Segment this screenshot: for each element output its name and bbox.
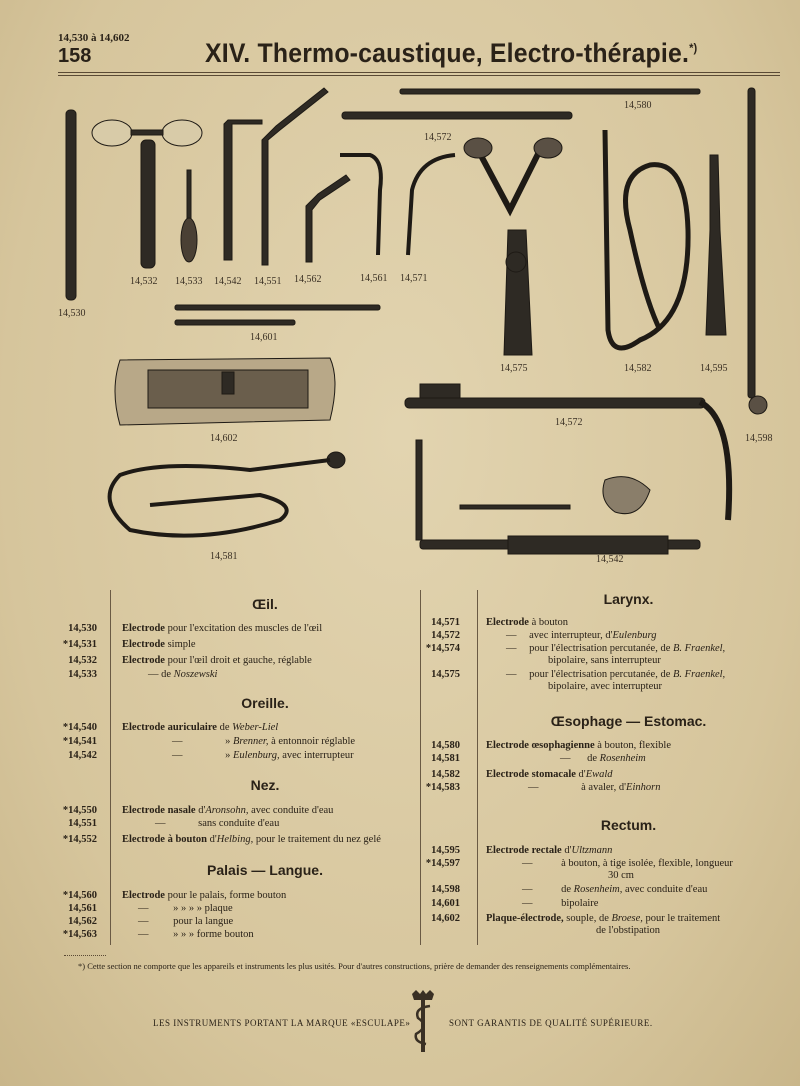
item-description: — » Brenner, à entonnoir réglable: [172, 736, 356, 747]
item-number: 14,562: [68, 916, 97, 927]
item-range: 14,530 à 14,602: [58, 32, 130, 44]
figure-label: 14,595: [700, 363, 728, 374]
item-number: 14,532: [68, 655, 97, 666]
item-description: Electrode rectale d'Ultzmann: [486, 845, 613, 856]
figure-label: 14,562: [294, 274, 322, 285]
figure-label: 14,571: [400, 273, 428, 284]
item-description: — pour l'électrisation percutanée, de B. Fraenkel,: [506, 669, 726, 680]
footnote-rule: [64, 955, 106, 956]
item-description: — à bouton, à tige isolée, flexible, longueur: [522, 858, 733, 869]
electrode-14595-image: [706, 155, 726, 335]
page-number: 158: [58, 45, 92, 67]
item-description: Electrode auriculaire de Weber-Liel: [122, 722, 279, 733]
plate-electrode-14602-image: [115, 358, 335, 425]
item-description: Electrode stomacale d'Ewald: [486, 769, 613, 780]
item-description: — » Eulenburg, avec interrupteur: [172, 750, 354, 761]
figure-label: 14,602: [210, 433, 238, 444]
figure-label: 14,598: [745, 433, 773, 444]
section-title-oesophage: Œsophage — Estomac.: [550, 713, 707, 729]
trademark-left: LES INSTRUMENTS PORTANT LA MARQUE «ESCULAPE»: [153, 1018, 411, 1028]
item-description: Electrode simple: [122, 639, 196, 650]
item-description-continued: bipolaire, sans interrupteur: [548, 655, 661, 666]
item-description: Electrode nasale d'Aronsohn, avec conduite d'eau: [122, 805, 334, 816]
item-description: Electrode œsophagienne à bouton, flexible: [486, 740, 672, 751]
section-title-oreille: Oreille.: [241, 695, 289, 711]
figure-label: 14,582: [624, 363, 652, 374]
electrode-14561-image: [340, 155, 381, 255]
figure-label: 14,542: [214, 276, 242, 287]
electrode-14562-image: [306, 175, 350, 262]
item-description: Electrode pour l'excitation des muscles de l'œil: [122, 623, 323, 634]
figure-label: 14,561: [360, 273, 388, 284]
item-number: 14,571: [431, 617, 460, 628]
item-description: Electrode à bouton d'Helbing, pour le traitement du nez gelé: [122, 834, 381, 845]
figure-label: 14,533: [175, 276, 203, 287]
section-title-palais: Palais — Langue.: [207, 862, 323, 878]
page-title: XIV. Thermo-caustique, Electro-thérapie.*): [205, 38, 698, 68]
column-divider: [110, 590, 111, 945]
trademark-right: SONT GARANTIS DE QUALITÉ SUPÉRIEURE.: [449, 1018, 653, 1028]
item-description: Electrode à bouton: [486, 617, 569, 628]
item-description: Electrode pour le palais, forme bouton: [122, 890, 287, 901]
electrode-14572-image: [342, 112, 572, 119]
item-description-continued: bipolaire, avec interrupteur: [548, 681, 662, 692]
item-description: — pour la langue: [138, 916, 234, 927]
item-description: — avec interrupteur, d'Eulenburg: [506, 630, 657, 641]
footnote: *) Cette section ne comporte que les appareils et instruments les plus usités. Pour d'autres constructions, prière de demander des renseignements complémentaires.: [78, 961, 631, 971]
figure-label: 14,575: [500, 363, 528, 374]
figure-label: 14,580: [624, 100, 652, 111]
item-number: *14,597: [425, 858, 460, 869]
electrode-14542-image: [224, 120, 262, 260]
item-description: — de Rosenheim: [560, 753, 646, 764]
item-number: 14,595: [431, 845, 460, 856]
column-divider: [477, 590, 478, 945]
item-description: — pour l'électrisation percutanée, de B. Fraenkel,: [506, 643, 726, 654]
item-number: 14,561: [68, 903, 97, 914]
item-description: — à avaler, d'Einhorn: [528, 782, 661, 793]
item-number: *14,583: [425, 782, 460, 793]
figure-label: 14,601: [250, 332, 278, 343]
item-number: 14,582: [431, 769, 460, 780]
item-number: 14,572: [431, 630, 460, 641]
item-number: 14,601: [431, 898, 460, 909]
item-number: *14,540: [62, 722, 97, 733]
item-number: *14,560: [62, 890, 97, 901]
item-description: — de Noszewski: [148, 669, 218, 680]
electrode-14598-image: [748, 88, 755, 398]
item-number: *14,531: [62, 639, 97, 650]
electrode-14580-image: [400, 89, 700, 94]
section-title-nez: Nez.: [250, 777, 280, 793]
item-number: 14,542: [68, 750, 97, 761]
electrode-14575-image: [464, 138, 562, 355]
item-number: 14,530: [68, 623, 97, 634]
section-title-larynx: Larynx.: [603, 591, 654, 607]
electrode-14601-image: [175, 305, 380, 325]
section-title-oeil: Œil.: [252, 596, 278, 612]
electrode-14542-lower-image: [416, 440, 700, 554]
item-description: Plaque-électrode, souple, de Broese, pour le traitement: [486, 913, 721, 924]
item-description-continued: de l'obstipation: [596, 925, 661, 936]
item-number: *14,550: [62, 805, 97, 816]
electrode-14571-image: [408, 155, 455, 255]
electrode-14581-image: [110, 452, 345, 536]
figure-label: 14,572: [555, 417, 583, 428]
electrode-14533-image: [187, 170, 191, 220]
item-number: *14,563: [62, 929, 97, 940]
esculape-trademark-icon: [408, 990, 438, 1054]
item-number: *14,541: [62, 736, 97, 747]
electrode-14582-image: [605, 130, 688, 348]
item-description: — » » » » plaque: [138, 903, 233, 914]
section-title-rectum: Rectum.: [600, 817, 657, 833]
figure-label: 14,572: [424, 132, 452, 143]
figure-label: 14,530: [58, 308, 86, 319]
item-description: — bipolaire: [522, 898, 599, 909]
item-description: — sans conduite d'eau: [155, 818, 280, 829]
electrode-14530-image: [66, 110, 76, 300]
figure-label: 14,542: [596, 554, 624, 565]
item-number: 14,551: [68, 818, 97, 829]
item-number: 14,598: [431, 884, 460, 895]
item-description: Electrode pour l'œil droit et gauche, réglable: [122, 655, 312, 666]
figure-label: 14,581: [210, 551, 238, 562]
item-number: *14,574: [425, 643, 460, 654]
item-description-continued: 30 cm: [608, 870, 634, 881]
figure-label: 14,551: [254, 276, 282, 287]
item-number: 14,575: [431, 669, 460, 680]
electrode-14551-image: [262, 88, 328, 265]
item-number: *14,552: [62, 834, 97, 845]
item-number: 14,533: [68, 669, 97, 680]
electrode-14572-lower-image: [405, 384, 729, 520]
figure-label: 14,532: [130, 276, 158, 287]
item-number: 14,580: [431, 740, 460, 751]
item-description: — de Rosenheim, avec conduite d'eau: [522, 884, 708, 895]
item-number: 14,602: [431, 913, 460, 924]
item-number: 14,581: [431, 753, 460, 764]
item-description: — » » » forme bouton: [138, 929, 254, 940]
